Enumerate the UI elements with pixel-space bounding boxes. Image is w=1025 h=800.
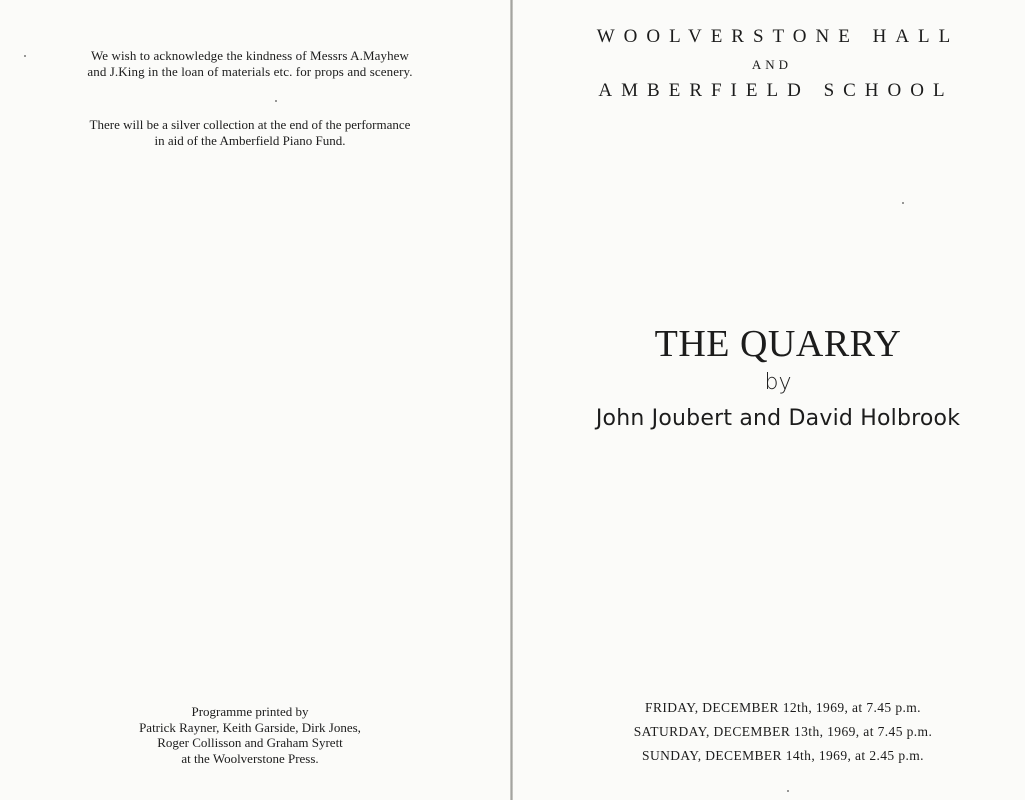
paper-speck	[787, 790, 789, 792]
school-name-line-1: WOOLVERSTONE HALL	[596, 26, 960, 47]
collection-line: There will be a silver collection at the end of the performance	[89, 117, 411, 132]
acknowledgement-line: and J.King in the loan of materials etc. for props and scenery.	[87, 64, 413, 79]
school-name-line-2: AMBERFIELD SCHOOL	[598, 80, 954, 101]
performance-dates	[513, 696, 1025, 768]
acknowledgement-text	[40, 48, 460, 80]
performance-date: SUNDAY, DECEMBER 14th, 1969, at 2.45 p.m.	[642, 748, 924, 763]
printer-credit-line: Roger Collisson and Graham Syrett	[157, 735, 343, 750]
right-page	[513, 0, 1025, 800]
collection-line: in aid of the Amberfield Piano Fund.	[154, 133, 346, 148]
printer-credit	[50, 704, 450, 766]
school-name-connector: AND	[751, 57, 793, 72]
printer-credit-line: Patrick Rayner, Keith Garside, Dirk Jones,	[139, 719, 361, 735]
paper-speck	[902, 202, 904, 204]
paper-speck	[275, 100, 277, 102]
play-authors: John Joubert and David Holbrook	[595, 406, 961, 431]
left-page	[0, 0, 511, 800]
paper-speck	[24, 55, 26, 57]
printer-credit-line: Programme printed by	[191, 704, 309, 719]
printer-credit-line: at the Woolverstone Press.	[181, 750, 319, 766]
acknowledgement-line: We wish to acknowledge the kindness of Messrs A.Mayhew	[90, 48, 410, 63]
collection-note	[30, 117, 470, 149]
by-label: by	[764, 370, 792, 395]
performance-date: FRIDAY, DECEMBER 12th, 1969, at 7.45 p.m.	[645, 700, 921, 715]
play-title: THE QUARRY	[654, 323, 902, 365]
performance-date: SATURDAY, DECEMBER 13th, 1969, at 7.45 p.m.	[633, 724, 933, 739]
